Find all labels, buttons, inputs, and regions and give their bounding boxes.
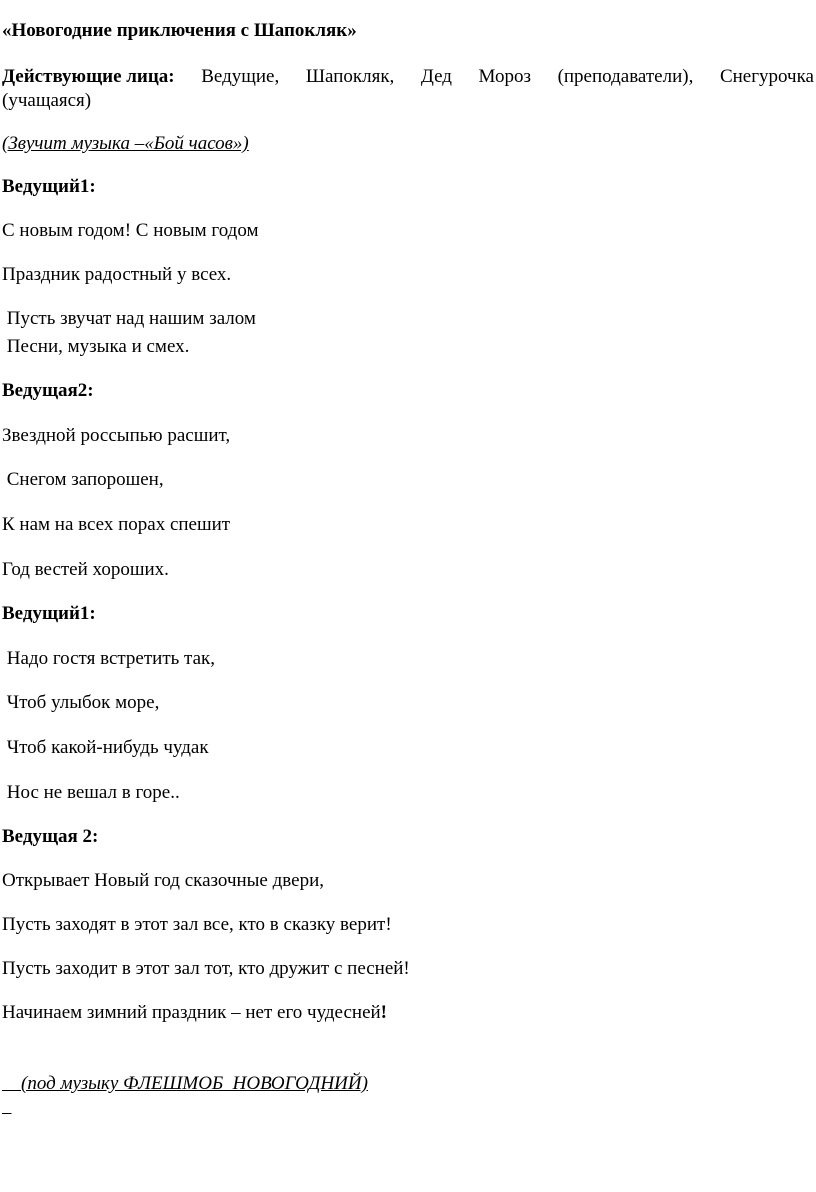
cast-word: Ведущие, — [201, 66, 280, 87]
verse-line-text: Начинаем зимний праздник – нет его чудесней — [2, 1002, 381, 1023]
verse-line — [2, 1002, 387, 1025]
speaker-label: Ведущий1: — [2, 603, 96, 624]
cast-word: Дед — [420, 66, 452, 87]
cast-word: Снегурочка — [719, 66, 814, 87]
verse-line: Чтоб какой-нибудь чудак — [2, 737, 209, 758]
verse-line: Праздник радостный у всех. — [2, 264, 232, 285]
verse-line: Год вестей хороших. — [2, 559, 169, 580]
verse-line: Песни, музыка и смех. — [2, 336, 190, 357]
verse-line: Нос не вешал в горе.. — [2, 782, 180, 803]
verse-line: Пусть заходит в этот зал тот, кто дружит с песней! — [2, 958, 410, 979]
verse-line: К нам на всех порах спешит — [2, 514, 231, 535]
cast-list-line-2: (учащаяся) — [2, 90, 92, 111]
stage-direction-track: ФЛЕШМОБ НОВОГОДНИЙ) — [123, 1072, 368, 1094]
verse-line: Открывает Новый год сказочные двери, — [2, 870, 324, 891]
cast-word: Мороз — [478, 66, 531, 87]
speaker-label: Ведущая 2: — [2, 826, 99, 847]
stage-direction-prefix: (под музыку — [21, 1072, 124, 1094]
cast-word: (преподаватели), — [557, 66, 694, 87]
verse-line: Пусть звучат над нашим залом — [2, 308, 256, 329]
verse-line-exclamation: ! — [380, 1002, 387, 1023]
verse-line: С новым годом! С новым годом — [2, 220, 259, 241]
stage-direction-music-1: (Звучит музыка –«Бой часов») — [2, 133, 249, 154]
stage-direction-music-2 — [2, 1050, 368, 1118]
verse-line: Пусть заходят в этот зал все, кто в сказку верит! — [2, 914, 392, 935]
speaker-label: Ведущий1: — [2, 176, 96, 197]
speaker-label: Ведущая2: — [2, 380, 94, 401]
cast-label: Действующие лица: — [2, 66, 175, 87]
verse-line: Надо гостя встретить так, — [2, 648, 215, 669]
cast-word: Шапокляк, — [305, 66, 395, 87]
cast-list-line-1 — [2, 66, 814, 89]
verse-line: Чтоб улыбок море, — [2, 692, 160, 713]
document-title: «Новогодние приключения с Шапокляк» — [2, 20, 357, 41]
verse-line: Звездной россыпью расшит, — [2, 425, 231, 446]
verse-line: Снегом запорошен, — [2, 469, 164, 490]
